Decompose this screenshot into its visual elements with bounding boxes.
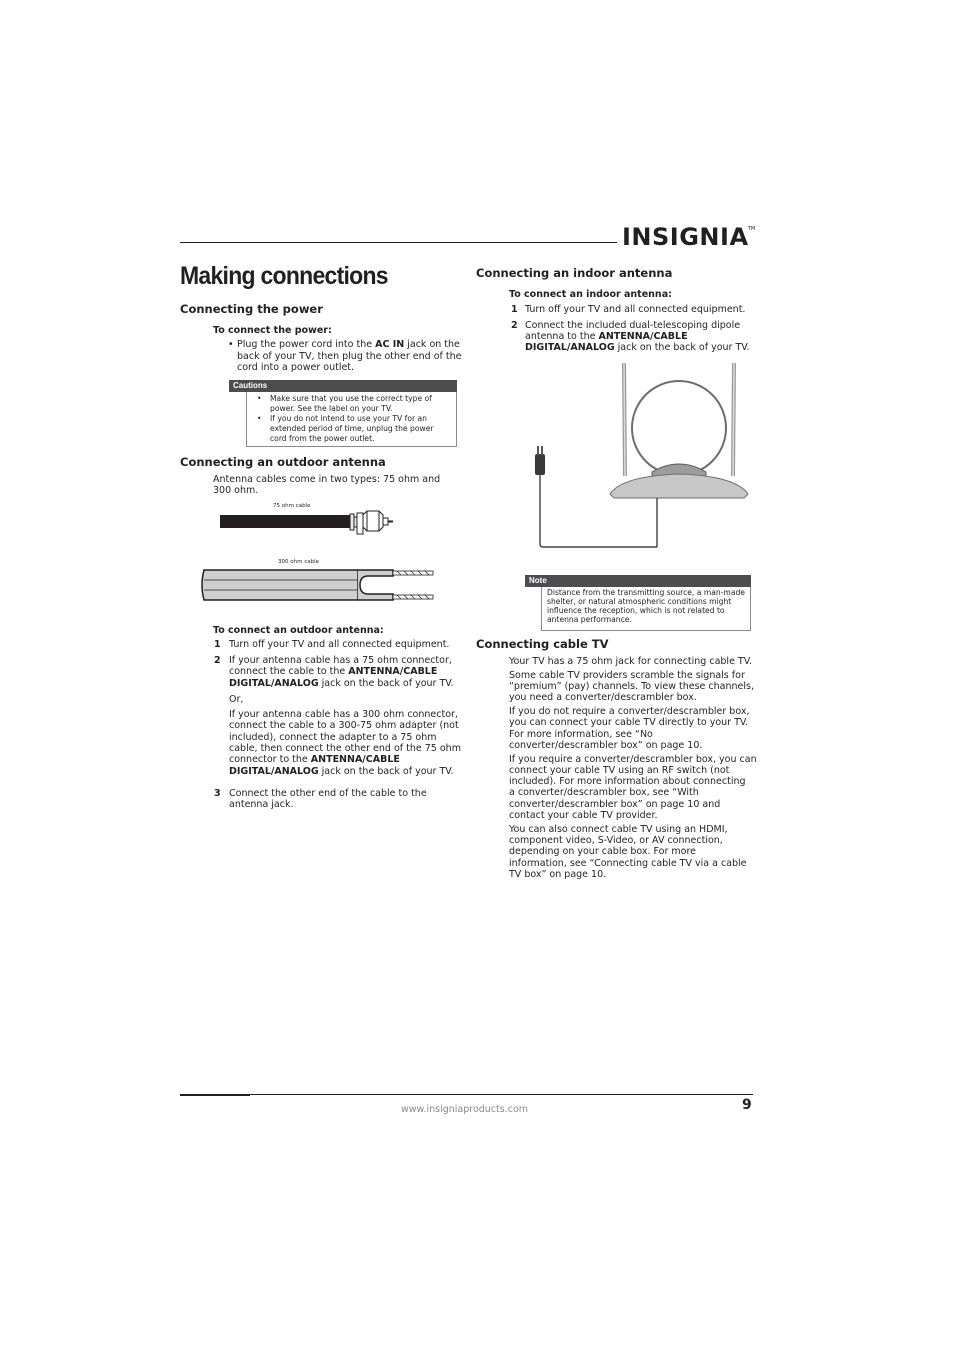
cable-p5-line-3: depending on your cable box. For more [509, 846, 697, 857]
outdoor-step-2-alt-line-5: connector to the ANTENNA/CABLE [229, 754, 400, 765]
cable-p5-line-4: information, see “Connecting cable TV via a cable [509, 858, 747, 869]
cable-p3-line-2: you can connect your cable TV directly to your TV. [509, 717, 749, 728]
cautions-body [246, 392, 457, 447]
power-step-line-2: back of your TV, then plug the other end of the [237, 351, 462, 362]
insignia-logo: INSIGNIA [622, 223, 749, 251]
power-step-line-1: Plug the power cord into the AC IN jack on the [237, 339, 460, 350]
procedure-connect-outdoor: To connect an outdoor antenna: [213, 625, 384, 636]
heading-cable-tv: Connecting cable TV [476, 637, 609, 651]
procedure-connect-power: To connect the power: [213, 325, 332, 336]
cautions-box [229, 380, 457, 447]
cable-p3-line-3: For more information, see “No [509, 729, 653, 740]
note-box [525, 575, 751, 631]
cable-p4-line-6: contact your cable TV provider. [509, 810, 658, 821]
outdoor-step-2-line-2: connect the cable to the ANTENNA/CABLE [229, 666, 438, 677]
outdoor-step-3-number: 3 [214, 788, 221, 799]
cable-p2-line-1: Some cable TV providers scramble the signals for [509, 670, 745, 681]
indoor-step-2-line-2: antenna to the ANTENNA/CABLE [525, 331, 688, 342]
cable-p3-line-4: converter/descrambler box” on page 10. [509, 740, 703, 751]
cable-75-label: 75 ohm cable [273, 503, 311, 509]
outdoor-step-3-line-2: antenna jack. [229, 799, 294, 810]
caution-2-line-3: cord from the power outlet. [270, 434, 375, 443]
outdoor-step-3-line-1: Connect the other end of the cable to the [229, 788, 427, 799]
outdoor-step-2-line-3: DIGITAL/ANALOG jack on the back of your TV. [229, 678, 454, 689]
trademark-mark: TM [748, 226, 756, 232]
procedure-connect-indoor: To connect an indoor antenna: [509, 289, 672, 300]
cautions-label: Cautions [229, 380, 457, 392]
note-label: Note [525, 575, 751, 587]
cable-p4-line-4: a converter/descrambler box, see “With [509, 787, 699, 798]
outdoor-step-2-line-1: If your antenna cable has a 75 ohm connector, [229, 655, 452, 666]
indoor-step-1: Turn off your TV and all connected equipment. [525, 304, 746, 315]
outdoor-step-2-number: 2 [214, 655, 221, 666]
outdoor-intro-line-1: Antenna cables come in two types: 75 ohm and [213, 474, 441, 485]
cable-p4-line-3: included). For more information about connecting [509, 776, 746, 787]
caution-1-line-2: power. See the label on your TV. [270, 404, 393, 413]
indoor-step-2-number: 2 [511, 320, 518, 331]
outdoor-step-2-alt-line-6: DIGITAL/ANALOG jack on the back of your TV. [229, 766, 454, 777]
footer-rule [180, 1094, 753, 1095]
outdoor-step-2-alt-line-3: included), connect the adapter to a 75 ohm [229, 732, 437, 743]
cable-75-illustration [215, 505, 395, 540]
note-line-4: antenna performance. [547, 615, 632, 624]
cable-p1: Your TV has a 75 ohm jack for connecting cable TV. [509, 656, 753, 667]
outdoor-step-1: Turn off your TV and all connected equipment. [229, 639, 450, 650]
power-step-line-3: cord into a power outlet. [237, 362, 355, 373]
power-bullet: • [228, 339, 234, 350]
cable-p5-line-1: You can also connect cable TV using an HDMI, [509, 824, 728, 835]
outdoor-step-2-alt-line-4: cable, then connect the other end of the 75 ohm [229, 743, 461, 754]
header-rule [180, 242, 617, 243]
cable-p5-line-5: TV box” on page 10. [509, 869, 607, 880]
caution-bullet-1: • [257, 394, 262, 403]
caution-2-line-1: If you do not intend to use your TV for an [270, 414, 427, 423]
cable-300-illustration [198, 566, 438, 604]
footer-url: www.insigniaproducts.com [401, 1104, 529, 1115]
indoor-step-2-line-3: DIGITAL/ANALOG jack on the back of your TV. [525, 342, 750, 353]
indoor-antenna-illustration [522, 358, 754, 554]
cable-p4-line-2: connect your cable TV using an RF switch (not [509, 765, 730, 776]
cable-300-label: 300 ohm cable [278, 559, 320, 565]
cable-p2-line-2: “premium” (pay) channels. To view these channels, [509, 681, 754, 692]
note-line-1: Distance from the transmitting source, a man-made [547, 588, 745, 597]
heading-outdoor-antenna: Connecting an outdoor antenna [180, 455, 386, 469]
cable-p5-line-2: component video, S-Video, or AV connection, [509, 835, 723, 846]
outdoor-step-1-number: 1 [214, 639, 221, 650]
page-number: 9 [742, 1097, 752, 1113]
outdoor-intro-line-2: 300 ohm. [213, 485, 259, 496]
outdoor-step-2-or: Or, [229, 694, 244, 705]
outdoor-step-2-alt-line-2: connect the cable to a 300-75 ohm adapter (not [229, 720, 459, 731]
indoor-step-2-line-1: Connect the included dual-telescoping dipole [525, 320, 741, 331]
cable-p4-line-1: If you require a converter/descrambler box, you can [509, 754, 757, 765]
cable-p4-line-5: converter/descrambler box” on page 10 and [509, 799, 721, 810]
note-line-3: influence the reception, which is not related to [547, 606, 725, 615]
caution-1-line-1: Make sure that you use the correct type of [270, 394, 432, 403]
heading-indoor-antenna: Connecting an indoor antenna [476, 266, 673, 280]
note-line-2: shelter, or natural atmospheric conditions might [547, 597, 732, 606]
heading-connecting-power: Connecting the power [180, 302, 323, 316]
caution-bullet-2: • [257, 414, 262, 423]
note-body [541, 587, 751, 631]
outdoor-step-2-alt-line-1: If your antenna cable has a 300 ohm connector, [229, 709, 458, 720]
cable-p2-line-3: you need a converter/descrambler box. [509, 692, 697, 703]
indoor-step-1-number: 1 [511, 304, 518, 315]
page-title: Making connections [180, 262, 388, 290]
footer-rule-accent [180, 1094, 250, 1096]
caution-2-line-2: extended period of time, unplug the power [270, 424, 434, 433]
cable-p3-line-1: If you do not require a converter/descrambler box, [509, 706, 750, 717]
